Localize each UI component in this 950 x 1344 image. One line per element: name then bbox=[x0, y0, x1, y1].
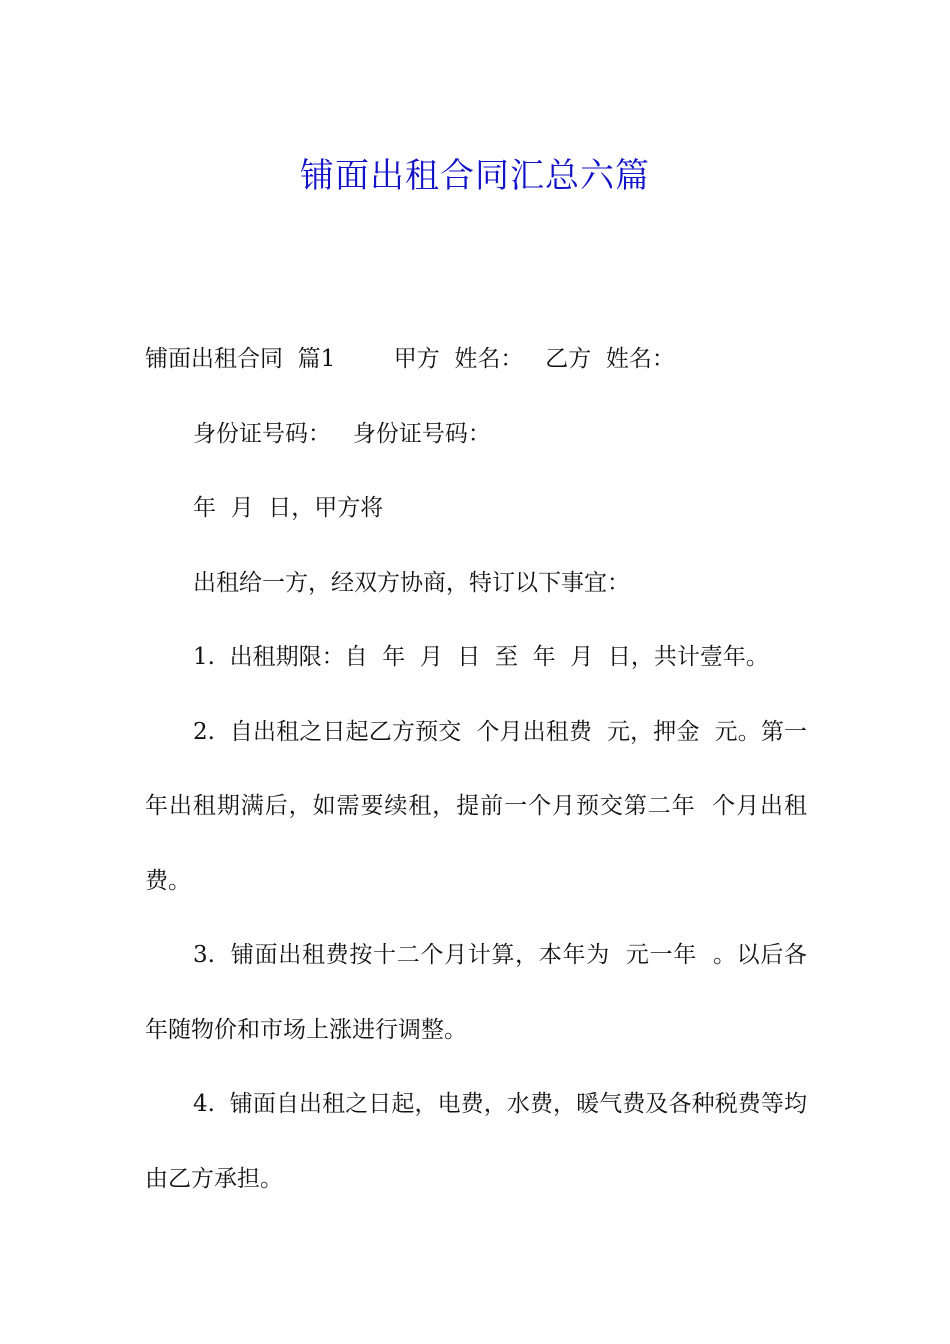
document-title: 铺面出租合同汇总六篇 bbox=[300, 155, 650, 196]
paragraph-id-numbers: 身份证号码： 身份证号码： bbox=[193, 420, 491, 447]
paragraph-intro: 出租给一方，经双方协商，特订以下事宜： bbox=[193, 569, 630, 596]
clause-2: 2. 自出租之日起乙方预交 个月出租费 元，押金 元。第一年出租期满后，如需要续租，提前一个月预交第二年 个月出租费。 bbox=[145, 718, 807, 894]
clause-3: 3. 铺面出租费按十二个月计算，本年为 元一年 。以后各年随物价和市场上涨进行调整。 bbox=[145, 942, 807, 1043]
paragraph-date: 年 月 日，甲方将 bbox=[193, 495, 384, 521]
paragraph-parties: 铺面出租合同 篇1 甲方 姓名： 乙方 姓名： bbox=[145, 346, 675, 372]
clause-4: 4. 铺面自出租之日起，电费，水费，暖气费及各种税费等均由乙方承担。 bbox=[145, 1091, 807, 1192]
document-body bbox=[145, 322, 807, 1216]
clause-1: 1. 出租期限：自 年 月 日 至 年 月 日，共计壹年。 bbox=[193, 644, 769, 670]
